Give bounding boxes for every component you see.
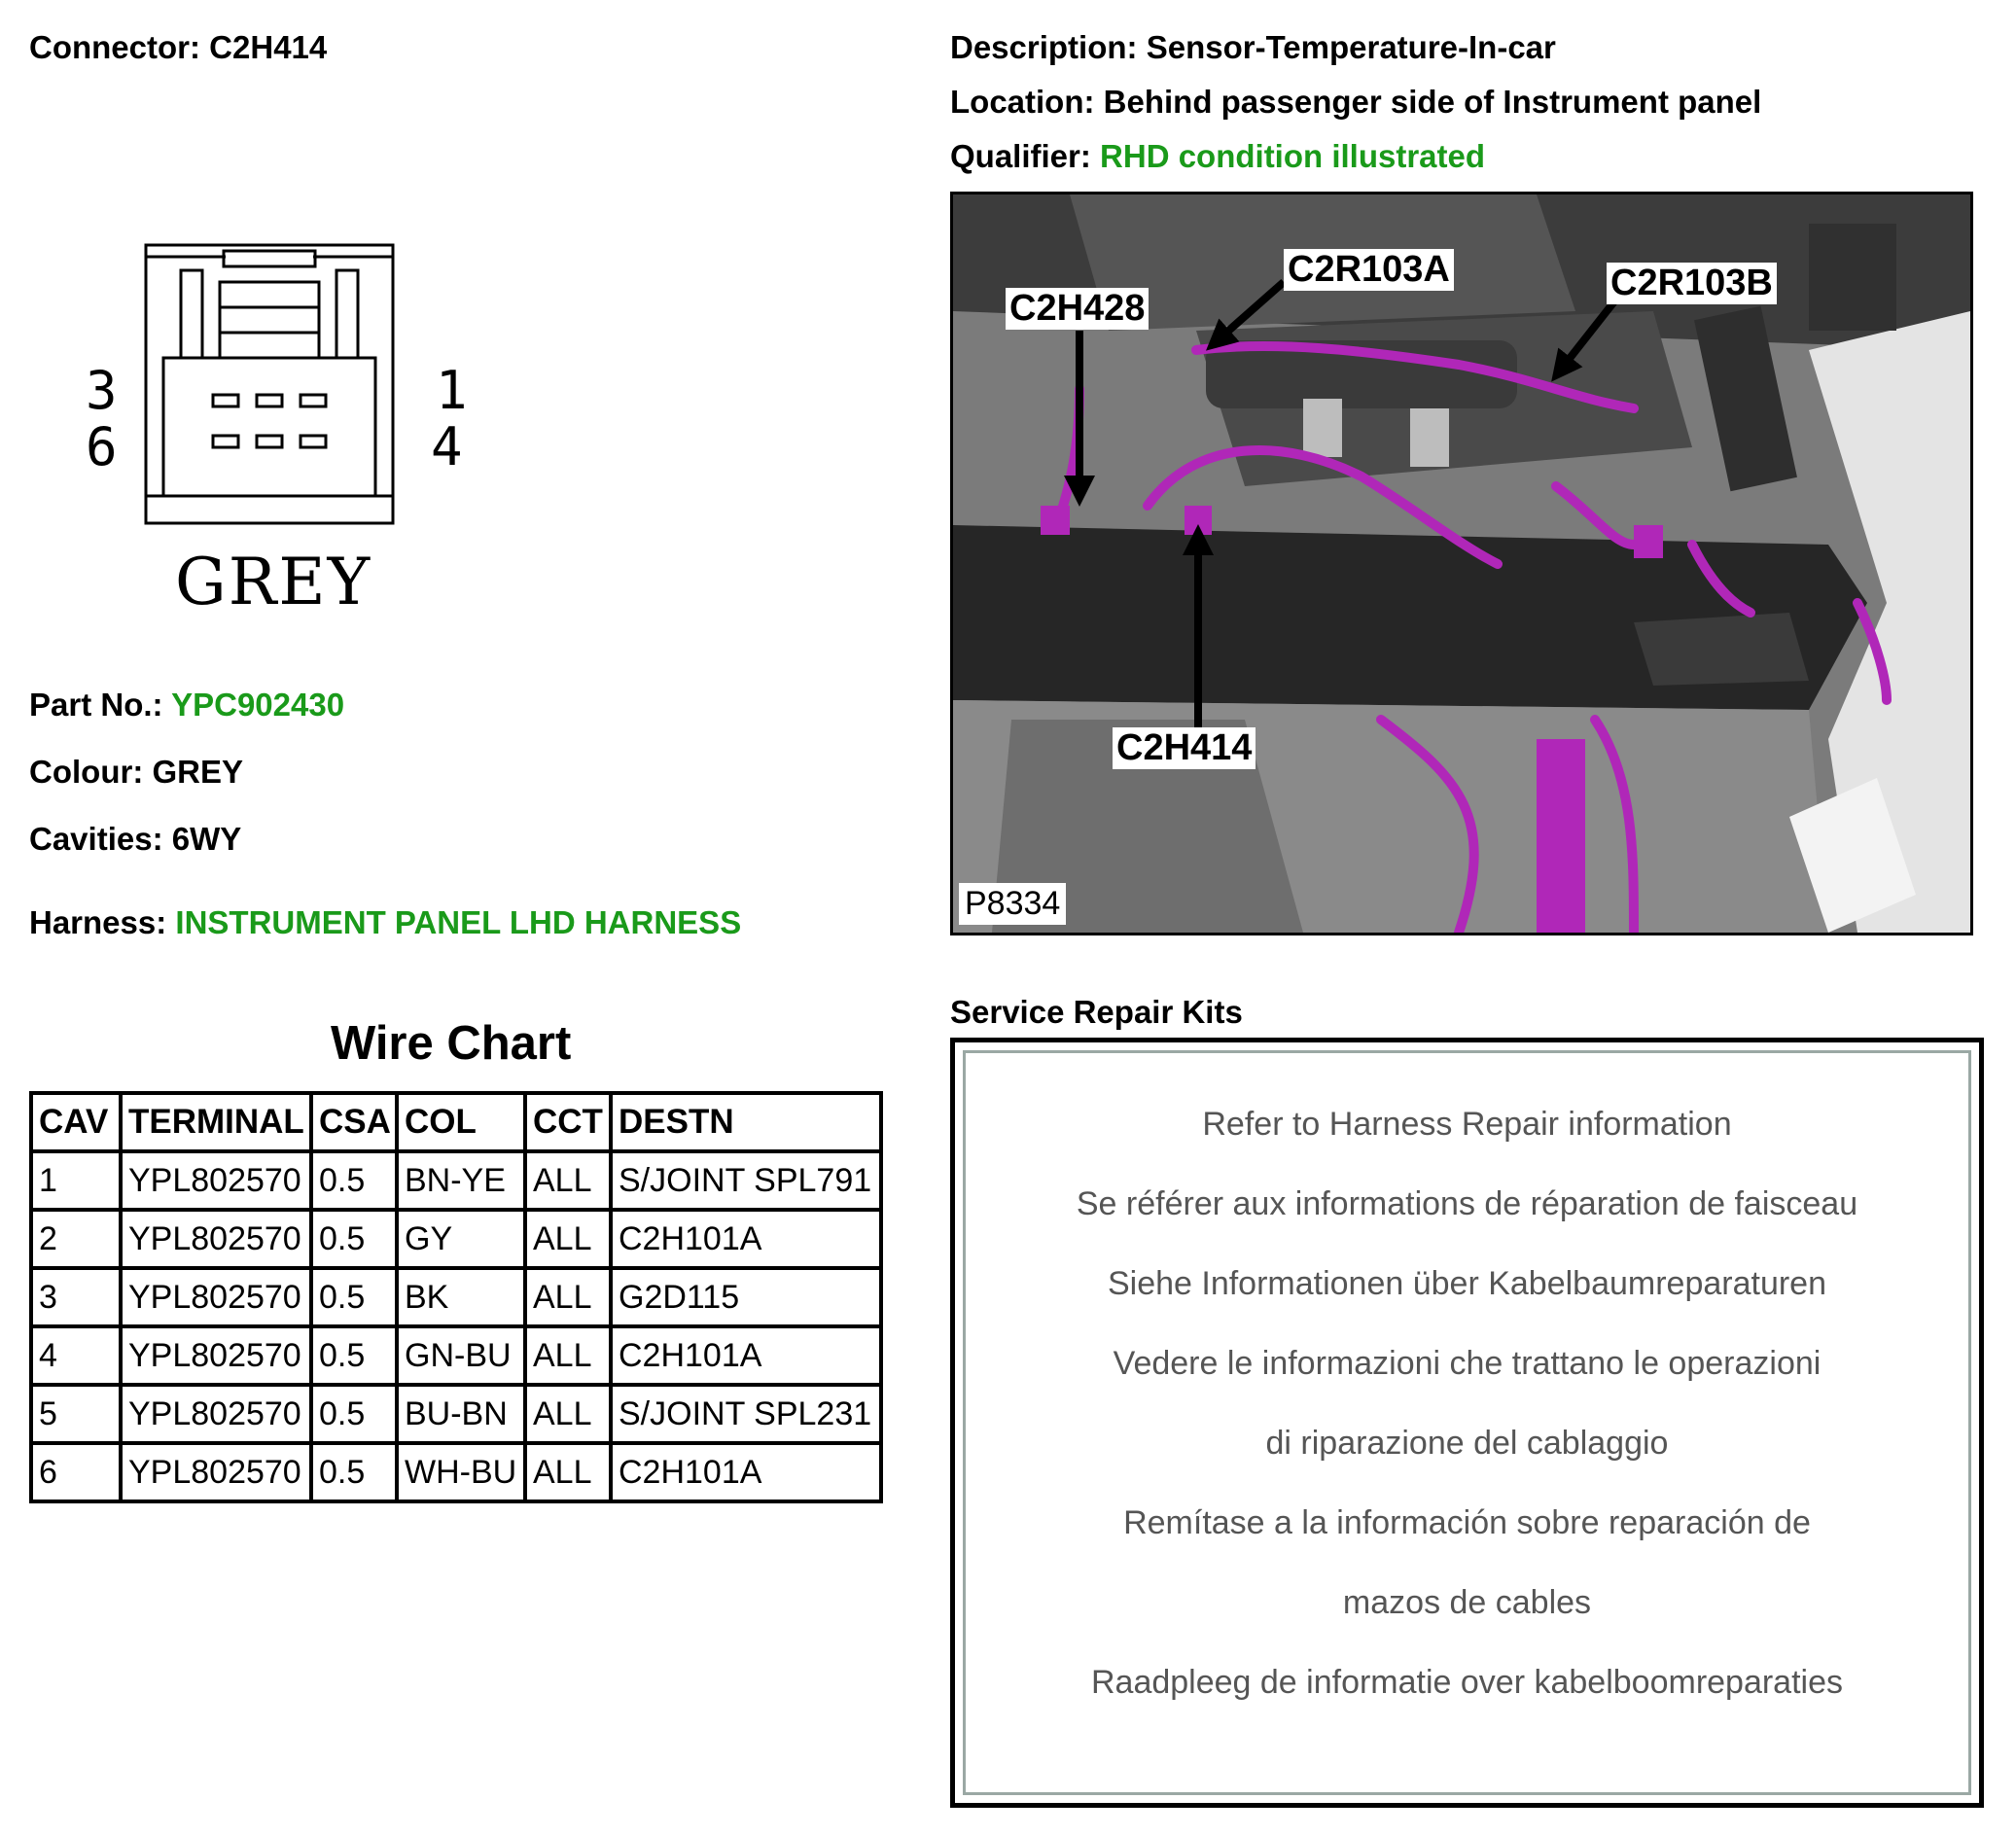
cell-cav: 4 <box>31 1326 121 1385</box>
cell-col: WH-BU <box>397 1443 525 1501</box>
table-row <box>31 1326 881 1385</box>
connector-colour-label: GREY <box>175 545 372 619</box>
callout-c2r103b: C2R103B <box>1607 263 1777 304</box>
connector-label: Connector: <box>29 29 200 65</box>
callout-c2h414: C2H414 <box>1113 727 1256 769</box>
cavities-value: 6WY <box>171 821 242 857</box>
part-no-field <box>29 687 344 723</box>
location-label: Location: <box>950 84 1095 120</box>
qualifier-field <box>950 138 1485 175</box>
description-field <box>950 29 1556 66</box>
location-value: Behind passenger side of Instrument panel <box>1103 84 1762 120</box>
cell-terminal: YPL802570 <box>121 1326 311 1385</box>
cell-cav: 6 <box>31 1443 121 1501</box>
cell-cct: ALL <box>525 1385 611 1443</box>
service-line: Refer to Harness Repair information <box>1202 1106 1732 1143</box>
cavities-label: Cavities: <box>29 821 163 857</box>
service-repair-kits-box <box>950 1038 1984 1808</box>
service-line: di riparazione del cablaggio <box>1265 1425 1669 1462</box>
cell-col: BN-YE <box>397 1151 525 1210</box>
table-row <box>31 1385 881 1443</box>
connector-value: C2H414 <box>209 29 328 65</box>
service-repair-kits-title: Service Repair Kits <box>950 994 1243 1030</box>
wire-chart-title: Wire Chart <box>331 1017 572 1070</box>
colour-value: GREY <box>152 754 244 790</box>
cell-csa: 0.5 <box>311 1326 397 1385</box>
cell-cav: 1 <box>31 1151 121 1210</box>
table-row <box>31 1210 881 1268</box>
cell-destn: C2H101A <box>611 1326 881 1385</box>
location-photo <box>950 192 1973 935</box>
location-field <box>950 84 1761 121</box>
cell-destn: S/JOINT SPL231 <box>611 1385 881 1443</box>
service-line: Remítase a la información sobre reparación de <box>1123 1504 1811 1541</box>
cell-destn: G2D115 <box>611 1268 881 1326</box>
header-cav: CAV <box>31 1093 121 1151</box>
connector-face-diagram <box>58 214 506 622</box>
header-col: COL <box>397 1093 525 1151</box>
table-row <box>31 1151 881 1210</box>
connector-field <box>29 29 327 66</box>
cell-csa: 0.5 <box>311 1385 397 1443</box>
cell-terminal: YPL802570 <box>121 1385 311 1443</box>
figure-id: P8334 <box>959 883 1066 925</box>
cell-destn: C2H101A <box>611 1210 881 1268</box>
header-terminal: TERMINAL <box>121 1093 311 1151</box>
wire-chart-header-row <box>31 1093 881 1151</box>
pin-label-6: 6 <box>86 416 118 477</box>
cavities-field <box>29 821 241 858</box>
cell-cct: ALL <box>525 1151 611 1210</box>
callout-c2h428: C2H428 <box>1006 288 1149 330</box>
cell-col: BU-BN <box>397 1385 525 1443</box>
cell-cct: ALL <box>525 1326 611 1385</box>
cell-csa: 0.5 <box>311 1443 397 1501</box>
service-line: Vedere le informazioni che trattano le operazioni <box>1113 1345 1821 1382</box>
table-row <box>31 1268 881 1326</box>
cell-cct: ALL <box>525 1268 611 1326</box>
cell-csa: 0.5 <box>311 1268 397 1326</box>
cell-terminal: YPL802570 <box>121 1210 311 1268</box>
cell-cct: ALL <box>525 1210 611 1268</box>
colour-label: Colour: <box>29 754 144 790</box>
cell-cav: 5 <box>31 1385 121 1443</box>
harness-value: INSTRUMENT PANEL LHD HARNESS <box>175 904 742 940</box>
description-value: Sensor-Temperature-In-car <box>1146 29 1556 65</box>
header-csa: CSA <box>311 1093 397 1151</box>
service-line: mazos de cables <box>1342 1584 1592 1621</box>
cell-csa: 0.5 <box>311 1151 397 1210</box>
service-line: Raadpleeg de informatie over kabelboomreparaties <box>1090 1664 1844 1701</box>
cell-cav: 3 <box>31 1268 121 1326</box>
harness-label: Harness: <box>29 904 167 940</box>
cell-destn: S/JOINT SPL791 <box>611 1151 881 1210</box>
callout-c2r103a: C2R103A <box>1284 249 1454 291</box>
cell-col: GY <box>397 1210 525 1268</box>
part-no-value: YPC902430 <box>171 687 345 723</box>
pin-label-4: 4 <box>431 416 463 477</box>
table-row <box>31 1443 881 1501</box>
service-line: Se référer aux informations de réparation de faisceau <box>1076 1185 1858 1222</box>
header-cct: CCT <box>525 1093 611 1151</box>
qualifier-value: RHD condition illustrated <box>1100 138 1486 174</box>
header-destn: DESTN <box>611 1093 881 1151</box>
cell-cct: ALL <box>525 1443 611 1501</box>
part-no-label: Part No.: <box>29 687 163 723</box>
cell-cav: 2 <box>31 1210 121 1268</box>
qualifier-label: Qualifier: <box>950 138 1091 174</box>
cell-terminal: YPL802570 <box>121 1443 311 1501</box>
service-repair-kits-inner <box>963 1050 1971 1795</box>
cell-csa: 0.5 <box>311 1210 397 1268</box>
pin-label-3: 3 <box>86 360 118 421</box>
cell-col: GN-BU <box>397 1326 525 1385</box>
cell-terminal: YPL802570 <box>121 1268 311 1326</box>
cell-destn: C2H101A <box>611 1443 881 1501</box>
pin-label-1: 1 <box>436 360 468 421</box>
cell-terminal: YPL802570 <box>121 1151 311 1210</box>
colour-field <box>29 754 243 791</box>
service-line: Siehe Informationen über Kabelbaumreparaturen <box>1107 1265 1827 1302</box>
cell-col: BK <box>397 1268 525 1326</box>
description-label: Description: <box>950 29 1138 65</box>
wire-chart-table <box>29 1091 883 1503</box>
harness-field <box>29 904 741 941</box>
